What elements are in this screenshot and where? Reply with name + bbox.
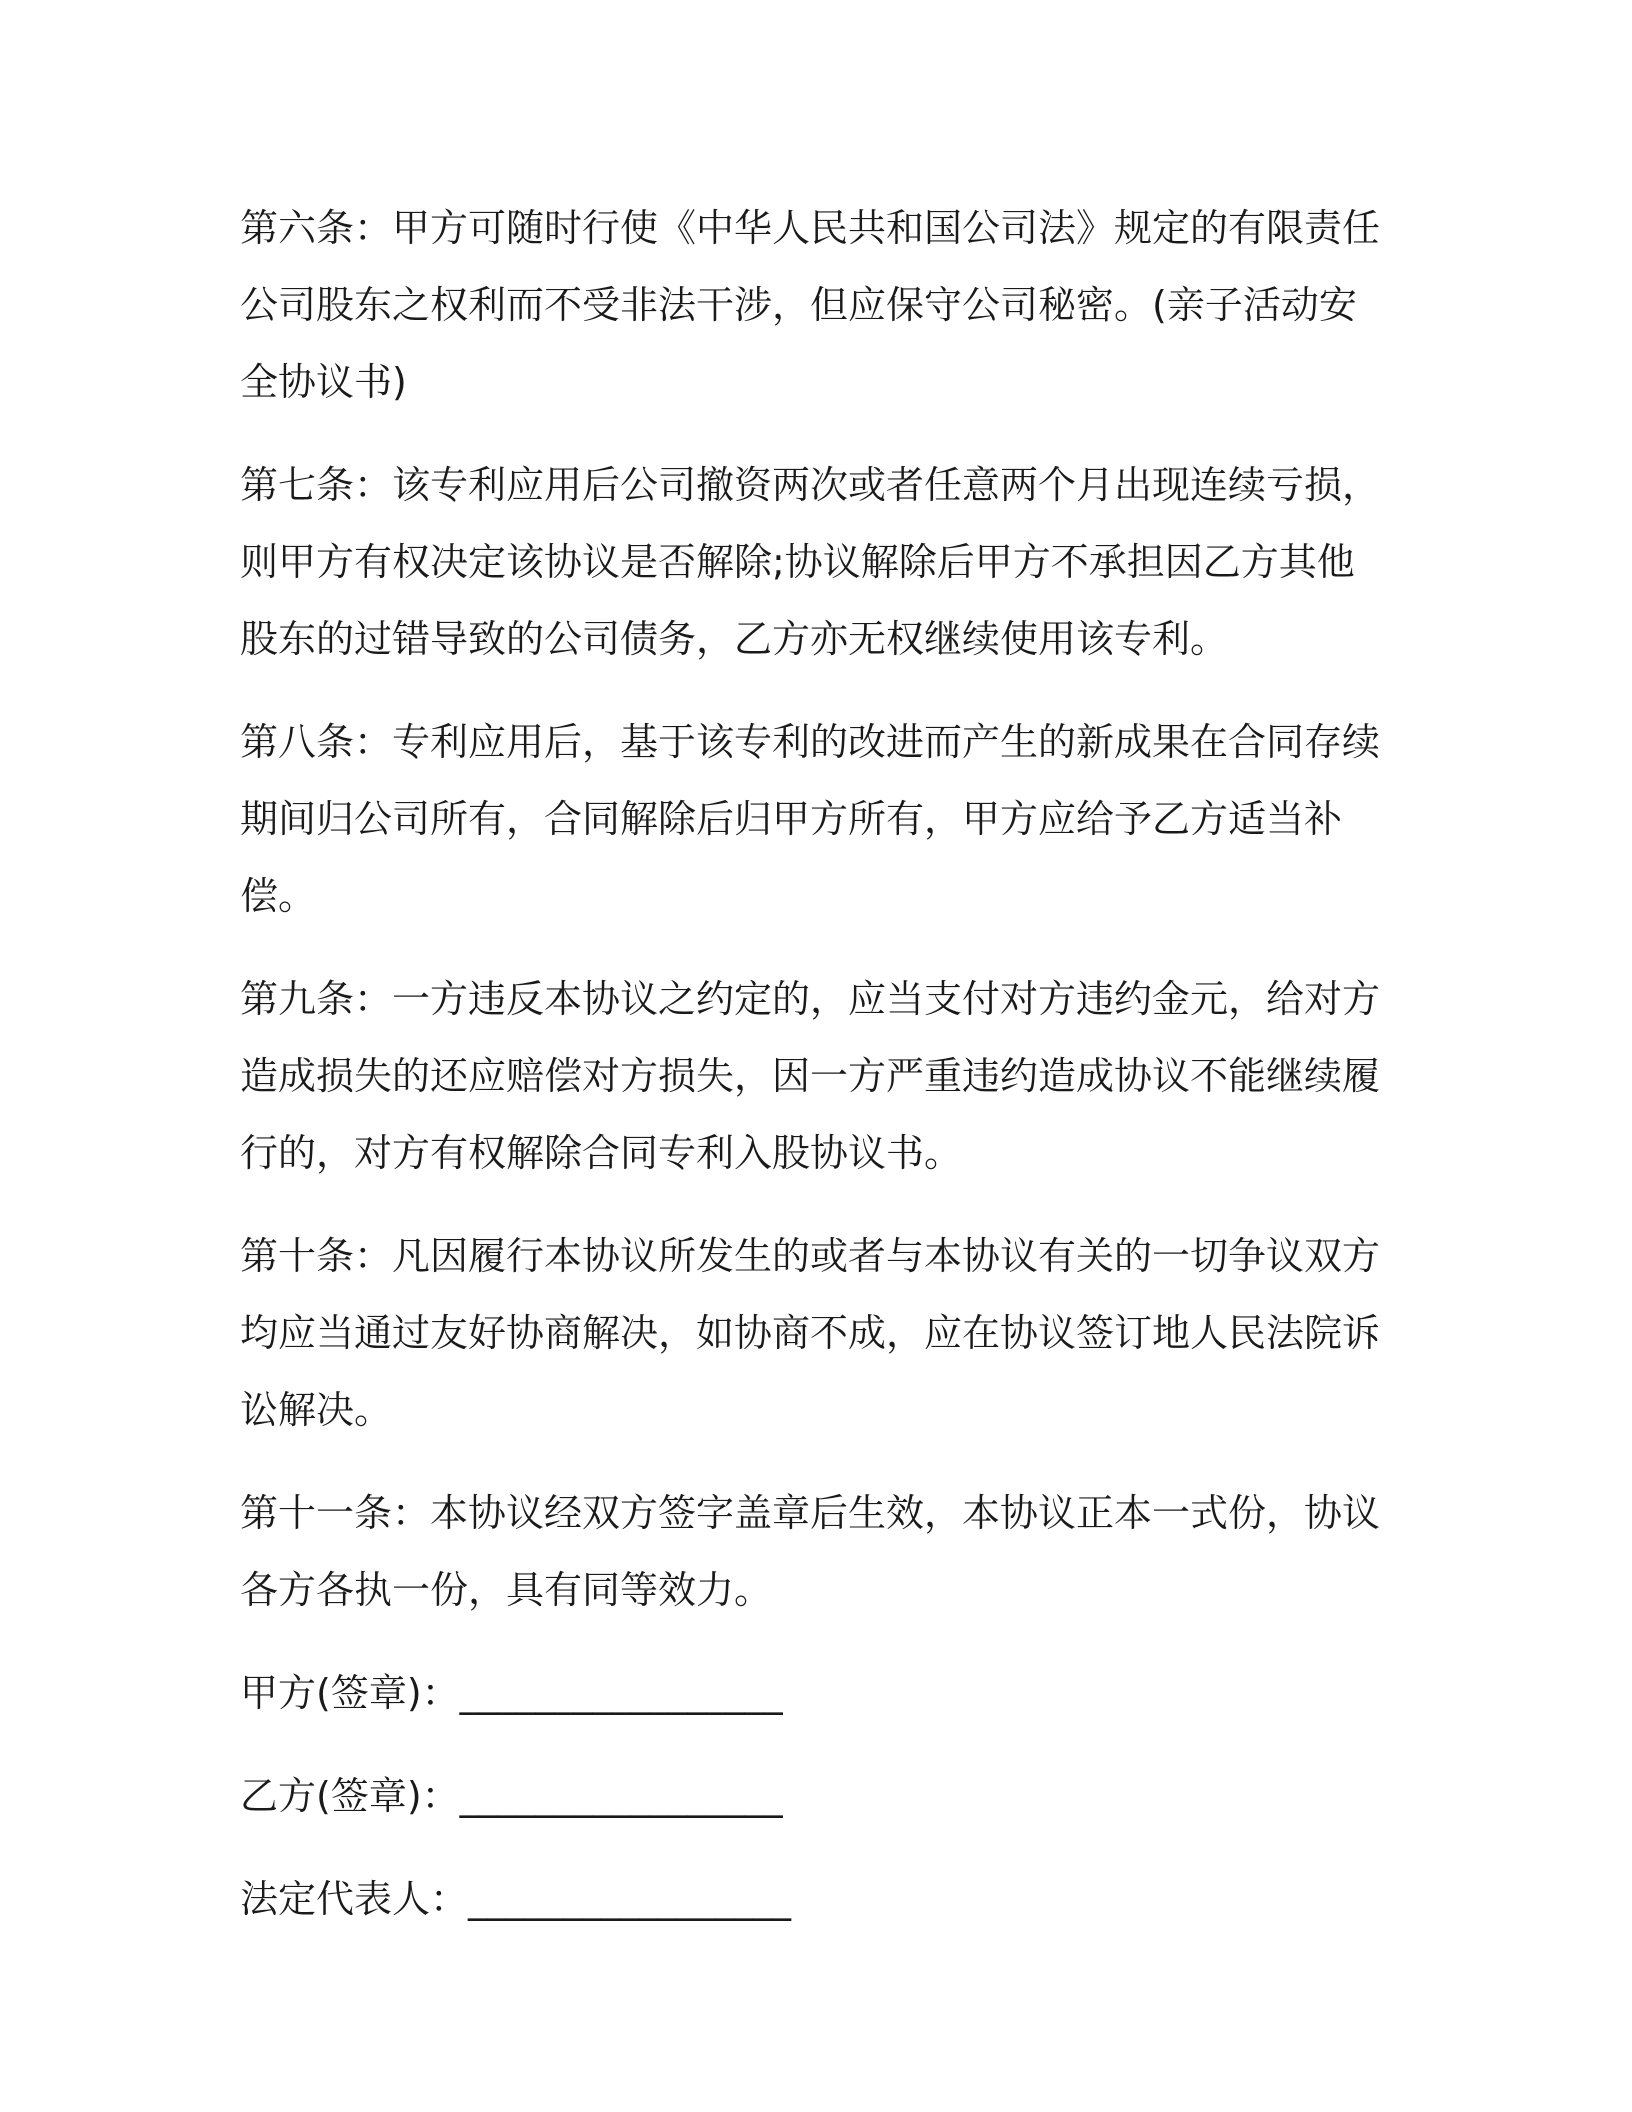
signature-party-a-label: 甲方(签章)： [240,1671,460,1715]
signature-party-b-line: _________________ [459,1774,783,1818]
signature-legal-rep [240,1861,1390,1938]
article-9: 第九条：一方违反本协议之约定的，应当支付对方违约金元，给对方造成损失的还应赔偿对方损失，因一方严重违约造成协议不能继续履行的，对方有权解除合同专利入股协议书。 [240,977,1381,1175]
signature-party-a [240,1655,1390,1732]
article-8: 第八条：专利应用后，基于该专利的改进而产生的新成果在合同存续期间归公司所有，合同解除后归甲方所有，甲方应给予乙方适当补偿。 [240,720,1381,918]
signature-legal-rep-label: 法定代表人： [240,1877,469,1921]
signature-legal-rep-line: _________________ [468,1877,792,1921]
signature-party-b-label: 乙方(签章)： [240,1774,460,1818]
document-body [240,190,1390,1964]
article-10: 第十条：凡因履行本协议所发生的或者与本协议有关的一切争议双方均应当通过友好协商解决，如协商不成，应在协议签订地人民法院诉讼解决。 [240,1234,1381,1432]
article-7: 第七条：该专利应用后公司撤资两次或者任意两个月出现连续亏损，则甲方有权决定该协议是否解除;协议解除后甲方不承担因乙方其他股东的过错导致的公司债务，乙方亦无权继续使用该专利。 [240,463,1381,661]
article-11: 第十一条：本协议经双方签字盖章后生效，本协议正本一式份，协议各方各执一份，具有同等效力。 [240,1491,1381,1612]
signature-party-b [240,1758,1390,1835]
article-6: 第六条：甲方可随时行使《中华人民共和国公司法》规定的有限责任公司股东之权利而不受非法干涉，但应保守公司秘密。(亲子活动安全协议书) [240,206,1381,404]
signature-party-a-line: _________________ [459,1671,783,1715]
